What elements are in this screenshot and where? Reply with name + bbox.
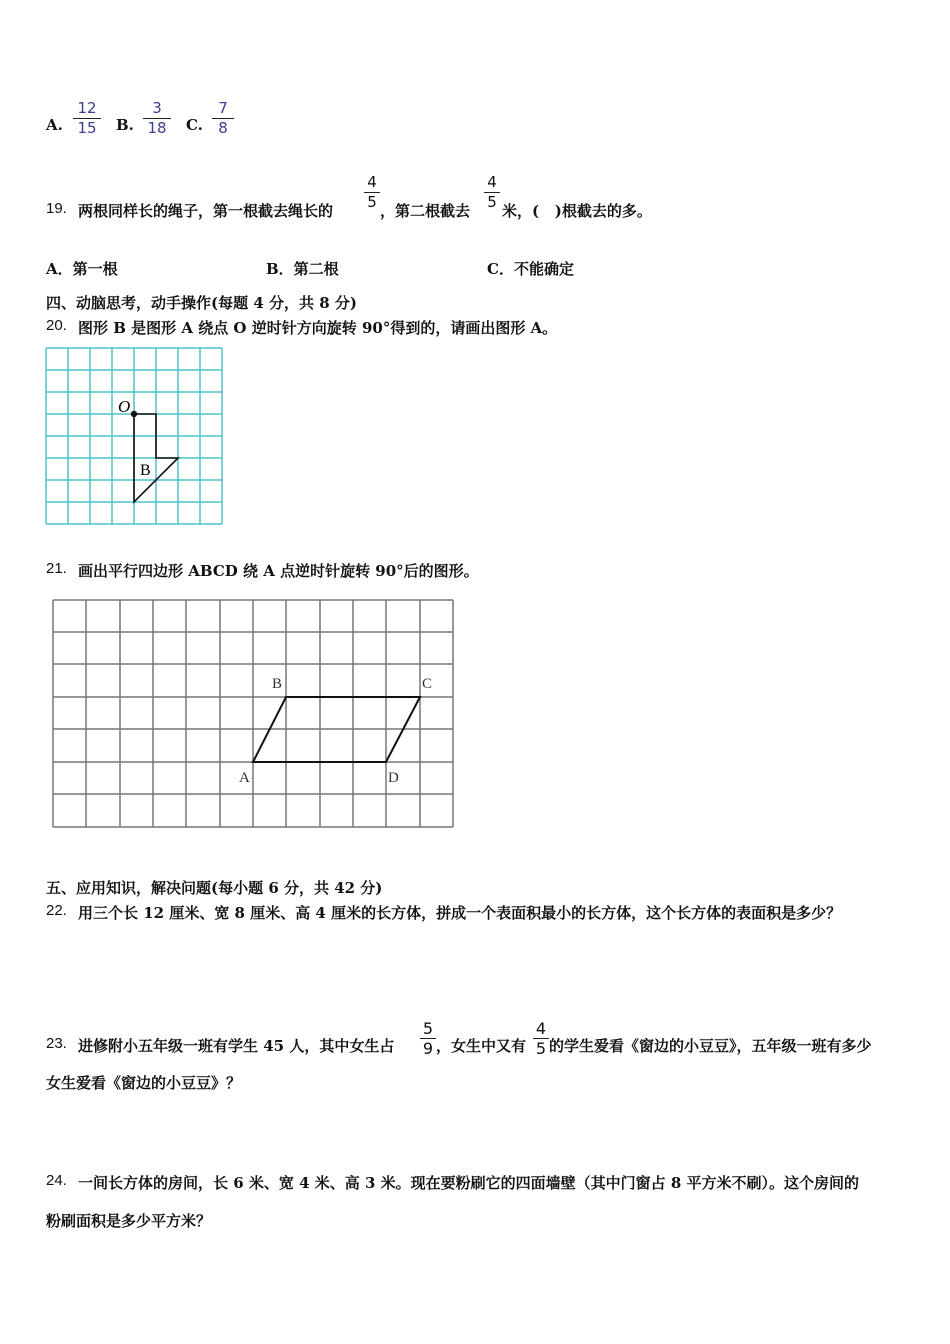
q20-text: 图形 B 是图形 A 绕点 O 逆时针方向旋转 90°得到的，请画出图形 A。 xyxy=(78,319,558,337)
section-4-title: 四、动脑思考，动手操作(每题 4 分，共 8 分) xyxy=(46,294,357,312)
q23-text-part2: ，女生中又有 xyxy=(436,1037,527,1055)
q21-text: 画出平行四边形 ABCD 绕 A 点逆时针旋转 90°后的图形。 xyxy=(78,562,479,580)
q22-text: 用三个长 12 厘米、宽 8 厘米、高 4 厘米的长方体，拼成一个表面积最小的长方体，这个长方体的表面积是多少？ xyxy=(78,904,842,922)
q18-option-c-label: C. xyxy=(186,116,203,134)
q23-text-part3: 的学生爱看《窗边的小豆豆》，五年级一班有多少 xyxy=(549,1037,872,1055)
q24-number: 24. xyxy=(46,1172,67,1189)
q24-text-line1: 一间长方体的房间，长 6 米、宽 4 米、高 3 米。现在要粉刷它的四面墙壁（其中门窗占 8 平方米不刷）。这个房间的 xyxy=(78,1174,860,1192)
q19-fraction-2 xyxy=(484,174,500,211)
q20-grid-figure xyxy=(40,342,230,532)
q23-f1-numerator: 5 xyxy=(422,1019,434,1038)
q19-text-part3: 米，( )根截去的多。 xyxy=(502,202,652,220)
q19-text-part1: 两根同样长的绳子，第一根截去绳长的 xyxy=(78,202,334,220)
q18-option-b-fraction xyxy=(143,100,171,137)
q23-fraction-1 xyxy=(420,1020,436,1057)
q19-text-part2: ，第二根截去 xyxy=(380,202,471,220)
q19-f2-numerator: 4 xyxy=(487,173,497,191)
q23-text-part4: 女生爱看《窗边的小豆豆》？ xyxy=(46,1074,242,1092)
q23-f2-numerator: 4 xyxy=(535,1019,547,1038)
q21-label-c: C xyxy=(422,676,433,692)
q19-number: 19. xyxy=(46,200,67,217)
q18-a-denominator: 15 xyxy=(77,119,97,137)
q18-option-c-fraction xyxy=(212,100,234,137)
q18-option-a-fraction xyxy=(73,100,101,137)
q19-option-c: C．不能确定 xyxy=(487,260,574,278)
q18-b-denominator: 18 xyxy=(147,119,167,137)
q23-f2-denominator: 5 xyxy=(535,1039,547,1058)
q23-text-part1: 进修附小五年级一班有学生 45 人，其中女生占 xyxy=(78,1037,395,1055)
q20-point-o xyxy=(131,411,137,417)
q23-fraction-2 xyxy=(533,1020,549,1057)
q21-label-a: A xyxy=(239,770,250,786)
q19-f1-denominator: 5 xyxy=(367,193,377,211)
q23-f1-denominator: 9 xyxy=(422,1039,434,1058)
q22-number: 22. xyxy=(46,902,67,919)
q21-label-b: B xyxy=(272,676,283,692)
q20-number: 20. xyxy=(46,317,67,334)
q18-c-denominator: 8 xyxy=(218,119,228,137)
q18-a-numerator: 12 xyxy=(77,99,97,117)
q24-text-line2: 粉刷面积是多少平方米？ xyxy=(46,1212,212,1230)
q19-fraction-1 xyxy=(364,174,380,211)
q21-grid-figure xyxy=(46,594,460,834)
section-5-title: 五、应用知识，解决问题(每小题 6 分，共 42 分) xyxy=(46,879,383,897)
q18-b-numerator: 3 xyxy=(152,99,162,117)
q19-f2-denominator: 5 xyxy=(487,193,497,211)
q19-option-b: B．第二根 xyxy=(266,260,339,278)
q18-c-numerator: 7 xyxy=(218,99,228,117)
q21-gray-grid xyxy=(53,600,453,827)
q18-option-a-label: A. xyxy=(46,116,63,134)
q20-label-o: O xyxy=(118,397,131,416)
q18-option-b-label: B. xyxy=(116,116,134,134)
q21-label-d: D xyxy=(388,770,399,786)
q19-f1-numerator: 4 xyxy=(367,173,377,191)
q20-label-b: B xyxy=(140,462,151,479)
q19-option-a: A．第一根 xyxy=(46,260,118,278)
q23-number: 23. xyxy=(46,1035,67,1052)
q21-number: 21. xyxy=(46,560,67,577)
